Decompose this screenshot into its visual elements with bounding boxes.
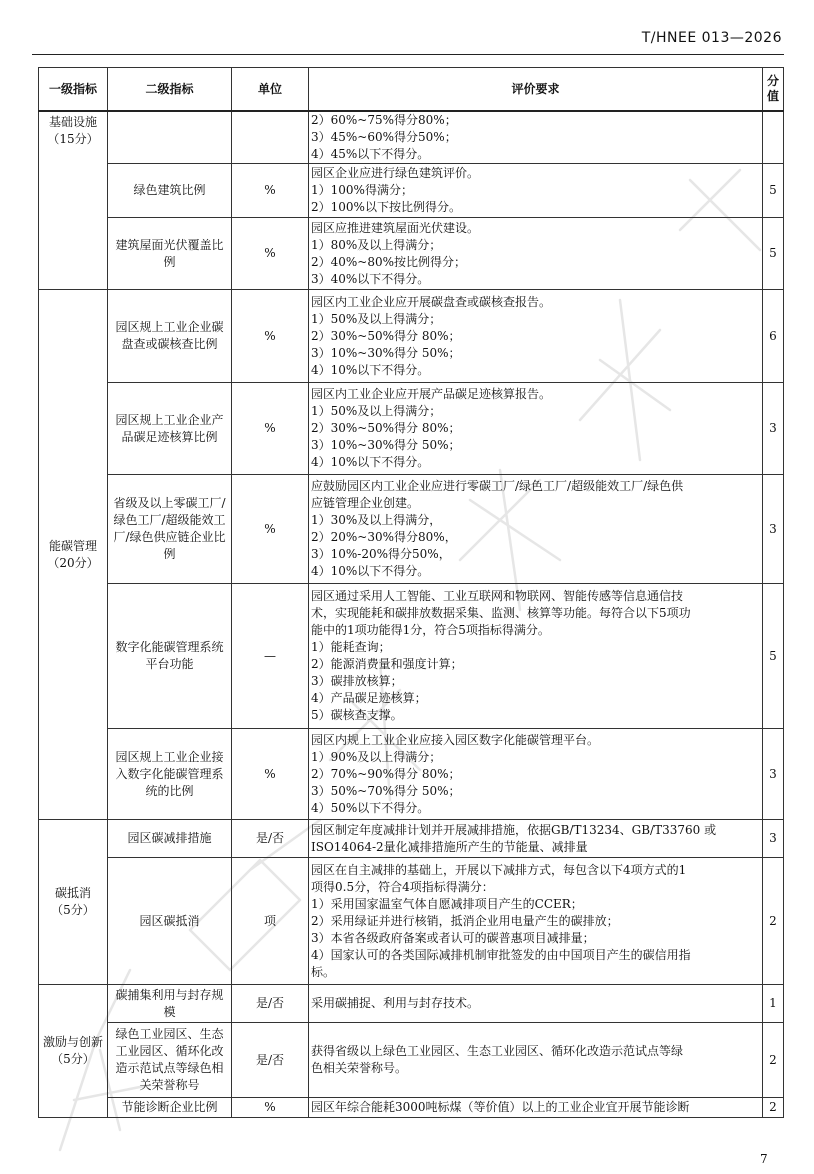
requirement-line: 2）能源消费量和强度计算； bbox=[311, 657, 463, 671]
requirement-line: 标。 bbox=[311, 964, 336, 979]
score-cell: 3 bbox=[763, 820, 784, 858]
score-cell: 3 bbox=[763, 475, 784, 584]
table-row bbox=[39, 290, 784, 383]
score-cell: 6 bbox=[763, 290, 784, 383]
indicator-cell: 碳捕集利用与封存规模 bbox=[108, 985, 232, 1023]
indicator-cell: 绿色建筑比例 bbox=[108, 164, 232, 218]
requirement-line: 园区内规上工业企业应接入园区数字化能碳管理平台。 bbox=[311, 732, 600, 747]
table-row bbox=[39, 858, 784, 985]
table-header-row bbox=[39, 68, 784, 112]
requirement-line: 园区通过采用人工智能、工业互联网和物联网、智能传感等信息通信技 bbox=[311, 589, 684, 603]
requirement-line: 园区年综合能耗3000吨标煤（等价值）以上的工业企业宜开展节能诊断 bbox=[311, 1100, 690, 1114]
unit-cell: 是/否 bbox=[232, 985, 309, 1023]
header-rule bbox=[32, 54, 784, 55]
page-number: 7 bbox=[760, 1152, 768, 1166]
requirement-line: 3）50%~70%得分 50%； bbox=[311, 783, 461, 798]
score-cell: 2 bbox=[763, 1023, 784, 1098]
requirement-line: 4）产品碳足迹核算； bbox=[311, 691, 427, 705]
requirement-line: 3）10%~30%得分 50%； bbox=[311, 438, 461, 452]
indicator-cell: 省级及以上零碳工厂/绿色工厂/超级能效工厂/绿色供应链企业比例 bbox=[108, 475, 232, 584]
score-cell: 5 bbox=[763, 218, 784, 290]
requirement-line: 1）50%及以上得满分； bbox=[311, 311, 442, 326]
table-row bbox=[39, 584, 784, 729]
indicator-cell: 建筑屋面光伏覆盖比例 bbox=[108, 218, 232, 290]
requirement-cell bbox=[309, 985, 763, 1023]
requirement-line: 2）30%~50%得分 80%； bbox=[311, 328, 461, 343]
section-incentive-innovation bbox=[39, 985, 108, 1118]
requirement-line: 能中的1项功能得1分，符合5项指标得满分。 bbox=[311, 623, 550, 637]
unit-cell: % bbox=[232, 475, 309, 584]
requirement-line: 1）90%及以上得满分； bbox=[311, 749, 442, 764]
requirement-line: 2）100%以下按比例得分。 bbox=[311, 200, 461, 214]
requirement-cell bbox=[309, 1098, 763, 1118]
requirement-line: 1）30%及以上得满分， bbox=[311, 513, 442, 527]
section-carbon-offset bbox=[39, 820, 108, 985]
section-score: （15分） bbox=[47, 132, 99, 146]
requirement-cell bbox=[309, 729, 763, 820]
requirement-line: 园区内工业企业应开展产品碳足迹核算报告。 bbox=[311, 387, 552, 401]
score-cell: 5 bbox=[763, 164, 784, 218]
table-row bbox=[39, 820, 784, 858]
header-level1: 一级指标 bbox=[39, 68, 108, 112]
header-unit: 单位 bbox=[232, 68, 309, 112]
requirement-line: 项得0.5分，符合4项指标得满分： bbox=[311, 879, 494, 894]
requirement-line: 2）30%~50%得分 80%； bbox=[311, 421, 461, 435]
score-cell: 2 bbox=[763, 858, 784, 985]
indicator-cell: 数字化能碳管理系统平台功能 bbox=[108, 584, 232, 729]
header-requirement: 评价要求 bbox=[309, 68, 763, 112]
requirement-line: 2）20%~30%得分80%， bbox=[311, 530, 457, 544]
requirement-line: ISO14064-2量化减排措施所产生的节能量、减排量 bbox=[311, 839, 588, 854]
requirement-line: 采用碳捕捉、利用与封存技术。 bbox=[311, 996, 480, 1010]
unit-cell: % bbox=[232, 1098, 309, 1118]
section-name: 激励与创新（5分） bbox=[42, 1035, 103, 1066]
unit-cell: — bbox=[232, 584, 309, 729]
requirement-line: 2）60%~75%得分80%； bbox=[311, 113, 457, 127]
requirement-line: 应链管理企业创建。 bbox=[311, 496, 420, 510]
unit-cell: % bbox=[232, 729, 309, 820]
requirement-line: 5）碳核查支撑。 bbox=[311, 708, 403, 722]
indicator-cell: 园区碳减排措施 bbox=[108, 820, 232, 858]
requirement-cell bbox=[309, 111, 763, 164]
score-cell bbox=[763, 111, 784, 164]
table-row bbox=[39, 729, 784, 820]
table-row bbox=[39, 475, 784, 584]
unit-cell: % bbox=[232, 290, 309, 383]
table-row bbox=[39, 218, 784, 290]
requirement-line: 4）10%以下不得分。 bbox=[311, 362, 430, 377]
requirement-line: 4）45%以下不得分。 bbox=[311, 147, 430, 161]
requirement-line: 3）45%~60%得分50%； bbox=[311, 130, 457, 144]
requirement-line: 1）100%得满分； bbox=[311, 183, 413, 197]
requirement-cell bbox=[309, 858, 763, 985]
indicator-cell: 园区规上工业企业碳盘查或碳核查比例 bbox=[108, 290, 232, 383]
table-row bbox=[39, 111, 784, 164]
section-name: 基础设施 bbox=[48, 115, 97, 129]
score-cell: 3 bbox=[763, 383, 784, 475]
indicator-cell: 园区碳抵消 bbox=[108, 858, 232, 985]
indicator-cell: 园区规上工业企业产品碳足迹核算比例 bbox=[108, 383, 232, 475]
unit-cell: 是/否 bbox=[232, 820, 309, 858]
requirement-line: 3）40%以下不得分。 bbox=[311, 271, 430, 286]
unit-cell: 项 bbox=[232, 858, 309, 985]
table-row bbox=[39, 985, 784, 1023]
requirement-line: 4）10%以下不得分。 bbox=[311, 455, 430, 469]
requirement-cell bbox=[309, 218, 763, 290]
requirement-cell bbox=[309, 475, 763, 584]
indicator-cell bbox=[108, 111, 232, 164]
table-row bbox=[39, 164, 784, 218]
section-infrastructure bbox=[39, 111, 108, 290]
requirement-line: 1）采用国家温室气体自愿减排项目产生的CCER； bbox=[311, 896, 583, 911]
requirement-line: 园区内工业企业应开展碳盘查或碳核查报告。 bbox=[311, 294, 552, 309]
section-name: 能碳管理 bbox=[48, 538, 97, 553]
requirement-cell bbox=[309, 1023, 763, 1098]
header-score: 分值 bbox=[763, 68, 784, 112]
unit-cell bbox=[232, 111, 309, 164]
score-cell: 3 bbox=[763, 729, 784, 820]
score-cell: 2 bbox=[763, 1098, 784, 1118]
unit-cell: % bbox=[232, 383, 309, 475]
evaluation-table bbox=[38, 67, 784, 1118]
section-score: （20分） bbox=[47, 555, 99, 570]
document-code: T/HNEE 013—2026 bbox=[641, 30, 782, 46]
requirement-cell bbox=[309, 383, 763, 475]
table-row bbox=[39, 383, 784, 475]
requirement-line: 1）80%及以上得满分； bbox=[311, 237, 442, 252]
unit-cell: % bbox=[232, 164, 309, 218]
requirement-line: 4）50%以下不得分。 bbox=[311, 800, 430, 815]
section-score: （5分） bbox=[51, 903, 95, 917]
requirement-cell bbox=[309, 290, 763, 383]
indicator-cell: 绿色工业园区、生态工业园区、循环化改造示范试点等绿色相关荣誉称号 bbox=[108, 1023, 232, 1098]
requirement-line: 3）10%~30%得分 50%； bbox=[311, 345, 461, 360]
table-row bbox=[39, 1098, 784, 1118]
requirement-line: 园区企业应进行绿色建筑评价。 bbox=[311, 166, 480, 180]
requirement-line: 园区应推进建筑屋面光伏建设。 bbox=[311, 220, 480, 235]
requirement-cell bbox=[309, 164, 763, 218]
table-row bbox=[39, 1023, 784, 1098]
requirement-line: 色相关荣誉称号。 bbox=[311, 1061, 408, 1075]
header-level2: 二级指标 bbox=[108, 68, 232, 112]
requirement-line: 1）能耗查询； bbox=[311, 640, 391, 654]
requirement-line: 园区在自主减排的基础上，开展以下减排方式，每包含以下4项方式的1 bbox=[311, 862, 687, 877]
requirement-cell bbox=[309, 584, 763, 729]
requirement-line: 4）10%以下不得分。 bbox=[311, 564, 430, 578]
requirement-line: 3）碳排放核算； bbox=[311, 674, 403, 688]
requirement-line: 4）国家认可的各类国际减排机制审批签发的由中国项目产生的碳信用指 bbox=[311, 947, 691, 962]
requirement-cell bbox=[309, 820, 763, 858]
requirement-line: 应鼓励园区内工业企业应进行零碳工厂/绿色工厂/超级能效工厂/绿色供 bbox=[311, 479, 684, 493]
score-cell: 1 bbox=[763, 985, 784, 1023]
requirement-line: 2）采用绿证并进行核销，抵消企业用电量产生的碳排放； bbox=[311, 913, 619, 928]
unit-cell: % bbox=[232, 218, 309, 290]
indicator-cell: 园区规上工业企业接入数字化能碳管理系统的比例 bbox=[108, 729, 232, 820]
requirement-line: 获得省级以上绿色工业园区、生态工业园区、循环化改造示范试点等绿 bbox=[311, 1044, 684, 1058]
section-name: 碳抵消 bbox=[54, 886, 91, 900]
requirement-line: 2）70%~90%得分 80%； bbox=[311, 766, 461, 781]
requirement-line: 园区制定年度减排计划并开展减排措施，依据GB/T13234、GB/T33760 或 bbox=[311, 822, 717, 837]
score-cell: 5 bbox=[763, 584, 784, 729]
requirement-line: 2）40%~80%按比例得分； bbox=[311, 254, 467, 269]
section-energy-carbon bbox=[39, 290, 108, 820]
requirement-line: 3）10%-20%得分50%， bbox=[311, 547, 451, 561]
requirement-line: 3）本省各级政府备案或者认可的碳普惠项目减排量； bbox=[311, 930, 595, 945]
unit-cell: 是/否 bbox=[232, 1023, 309, 1098]
requirement-line: 1）50%及以上得满分； bbox=[311, 404, 442, 418]
indicator-cell: 节能诊断企业比例 bbox=[108, 1098, 232, 1118]
requirement-line: 术，实现能耗和碳排放数据采集、监测、核算等功能。每符合以下5项功 bbox=[311, 606, 691, 620]
